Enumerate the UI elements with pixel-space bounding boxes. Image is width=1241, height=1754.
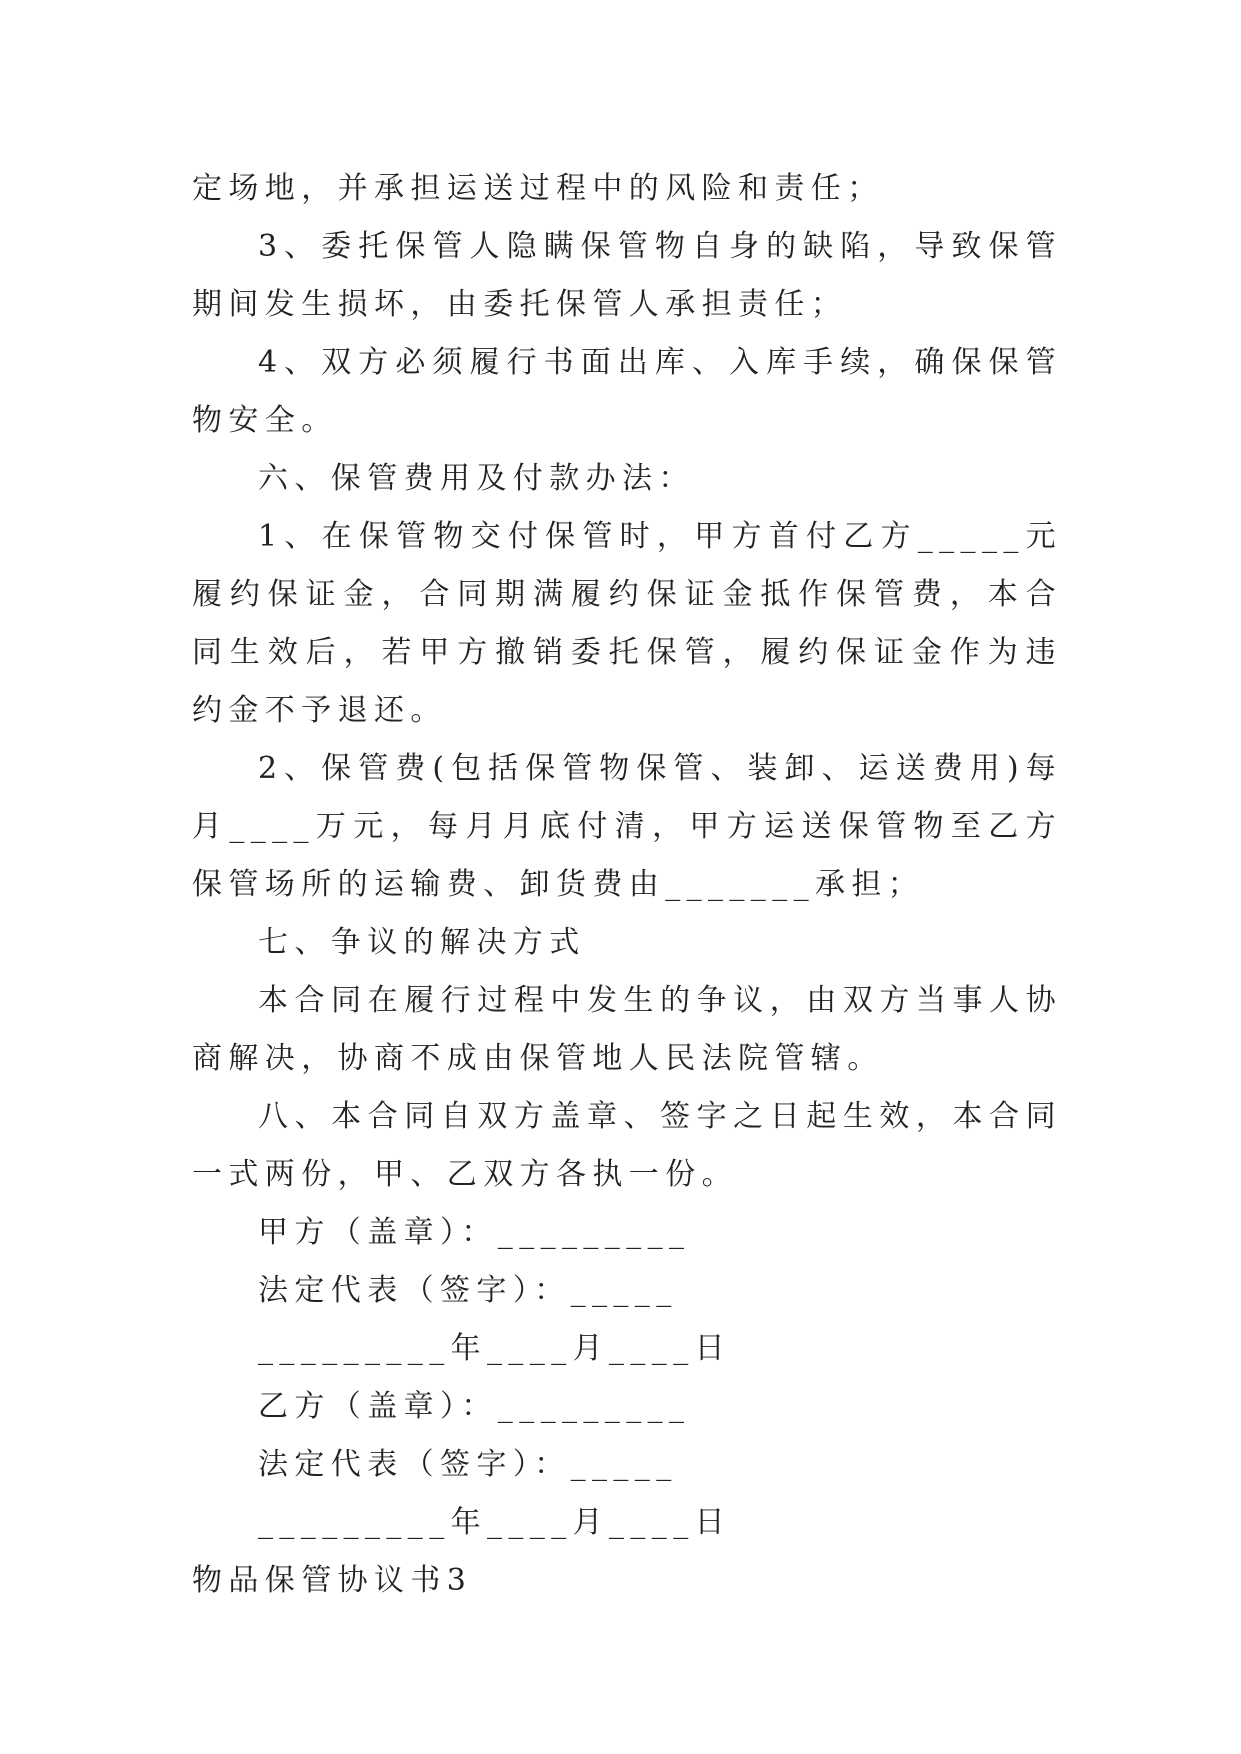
- section-8-effectiveness: 八、本合同自双方盖章、签字之日起生效，本合同一式两份，甲、乙双方各执一份。: [192, 1099, 1062, 1192]
- next-document-title: 物品保管协议书3: [192, 1563, 473, 1598]
- party-b-date-line: _________年____月____日: [258, 1505, 731, 1540]
- clause-3-concealed-defects: 3、委托保管人隐瞒保管物自身的缺陷，导致保管期间发生损坏，由委托保管人承担责任；: [192, 229, 1062, 322]
- clause-4-warehouse-procedures: 4、双方必须履行书面出库、入库手续，确保保管物安全。: [192, 345, 1062, 438]
- party-a-date-line: _________年____月____日: [258, 1331, 731, 1366]
- clause-2-fees: 2、保管费(包括保管物保管、装卸、运送费用)每月____万元，每月月底付清，甲方运送保管物至乙方保管场所的运输费、卸货费由_______承担；: [192, 751, 1062, 902]
- dispute-resolution-text: 本合同在履行过程中发生的争议，由双方当事人协商解决，协商不成由保管地人民法院管辖。: [192, 983, 1062, 1076]
- paragraph-continuation: 定场地，并承担运送过程中的风险和责任；: [192, 171, 884, 206]
- section-6-heading: 六、保管费用及付款办法：: [258, 461, 695, 496]
- party-a-representative-line: 法定代表（签字）：_____: [258, 1273, 678, 1308]
- clause-1-deposit: 1、在保管物交付保管时，甲方首付乙方_____元履约保证金，合同期满履约保证金抵作保管费，本合同生效后，若甲方撤销委托保管，履约保证金作为违约金不予退还。: [192, 519, 1062, 728]
- section-7-heading: 七、争议的解决方式: [258, 925, 586, 960]
- party-a-seal-line: 甲方（盖章）：_________: [258, 1215, 691, 1250]
- party-b-representative-line: 法定代表（签字）：_____: [258, 1447, 678, 1482]
- party-b-seal-line: 乙方（盖章）：_________: [258, 1389, 691, 1424]
- contract-body: [192, 160, 1062, 1610]
